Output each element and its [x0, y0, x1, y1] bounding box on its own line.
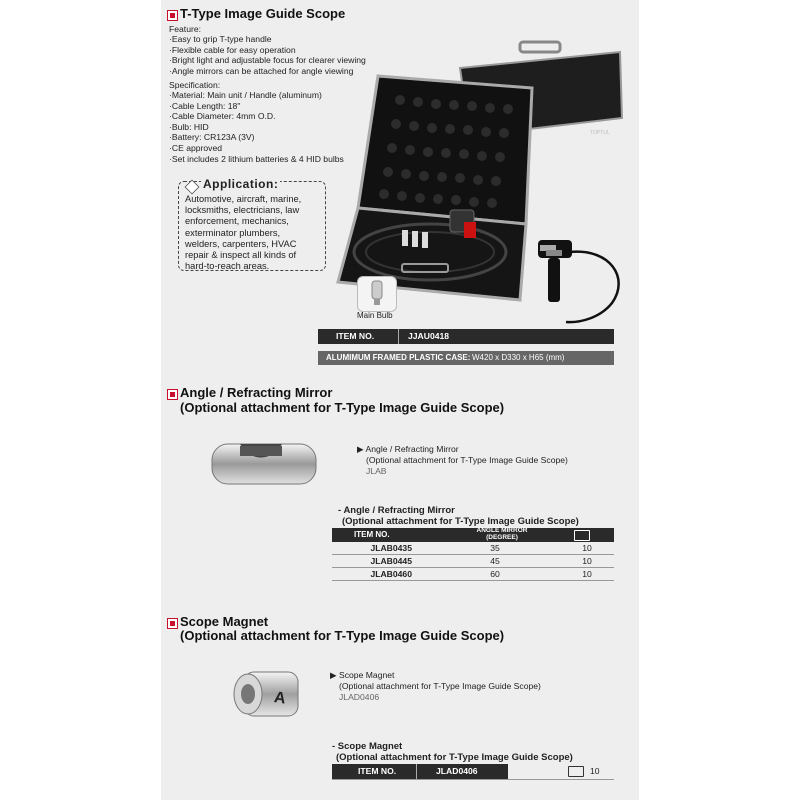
- section-marker-icon: [167, 389, 178, 400]
- mirror-table: [332, 542, 614, 581]
- spec-item: · Material: Main unit / Handle (aluminum): [169, 90, 344, 101]
- case-brand-logo: TOPTUL: [590, 130, 610, 136]
- row-qty: 10: [560, 568, 614, 581]
- mirror-table-header: [332, 528, 614, 542]
- mirror-desc-code: JLAB: [366, 466, 387, 476]
- spec-item: · Battery: CR123A (3V): [169, 132, 344, 143]
- play-arrow-icon: ▶: [357, 444, 364, 454]
- row-angle: 60: [430, 568, 560, 581]
- item-no-value: JJAU0418: [408, 331, 450, 341]
- magnet-section-title-2: (Optional attachment for T-Type Image Guide Scope): [180, 628, 505, 643]
- feature-item: · Angle mirrors can be attached for angle viewing: [169, 66, 366, 77]
- spec-item: · Bulb: HID: [169, 122, 344, 133]
- mirror-table-title-2: (Optional attachment for T-Type Image Guide Scope): [342, 516, 579, 527]
- mirror-table-title: [338, 505, 579, 527]
- table-row: [332, 542, 614, 555]
- magnet-item-row: [332, 764, 614, 780]
- item-no-label: ITEM NO.: [358, 766, 397, 776]
- box-qty-icon: [574, 530, 590, 541]
- magnet-desc: [330, 670, 541, 703]
- row-angle: 35: [430, 542, 560, 555]
- play-arrow-icon: ▶: [330, 670, 337, 680]
- table-row: [332, 555, 614, 568]
- mirror-section-title-1: Angle / Refracting Mirror: [180, 385, 333, 400]
- application-diamond-icon: [185, 180, 200, 195]
- main-bulb-image: [357, 276, 397, 312]
- main-bulb-label: Main Bulb: [357, 311, 393, 320]
- col-angle-line1: ANGLE MIRROR: [476, 527, 528, 534]
- section-marker-icon: [167, 618, 178, 629]
- row-qty: 10: [560, 542, 614, 555]
- spec-heading: Specification:: [169, 80, 221, 90]
- col-item-no: ITEM NO.: [354, 530, 390, 539]
- divider: [398, 329, 399, 344]
- row-qty: 10: [560, 555, 614, 568]
- magnet-desc-line1: Scope Magnet: [339, 670, 395, 680]
- spec-list: [169, 90, 344, 164]
- magnet-qty: 10: [590, 766, 600, 776]
- magnet-desc-code: JLAD0406: [339, 692, 380, 702]
- mirror-section-title-2: (Optional attachment for T-Type Image Guide Scope): [180, 400, 505, 415]
- application-box: [178, 177, 326, 272]
- application-line: locksmiths, electricians, law: [185, 205, 300, 216]
- application-text: [185, 194, 301, 272]
- magnet-section-title-1: Scope Magnet: [180, 614, 269, 629]
- application-line: enforcement, mechanics,: [185, 216, 289, 227]
- item-no-label: ITEM NO.: [336, 331, 375, 341]
- case-label: ALUMIMUM FRAMED PLASTIC CASE:: [326, 353, 471, 362]
- mirror-image: [210, 440, 320, 488]
- magnet-item-bar: [332, 764, 508, 779]
- application-line: welders, carpenters, HVAC: [185, 238, 297, 249]
- magnet-table-title: [332, 741, 573, 763]
- col-angle: [462, 528, 542, 541]
- feature-item: · Flexible cable for easy operation: [169, 45, 366, 56]
- feature-item: · Bright light and adjustable focus for clearer viewing: [169, 55, 366, 66]
- magnet-table-title-1: - Scope Magnet: [332, 741, 403, 752]
- magnet-desc-line2: (Optional attachment for T-Type Image Guide Scope): [339, 681, 541, 691]
- case-dims: W420 x D330 x H65 (mm): [472, 353, 565, 362]
- row-item: JLAB0435: [332, 542, 430, 555]
- feature-item: · Easy to grip T-type handle: [169, 34, 366, 45]
- application-title: Application:: [203, 177, 279, 191]
- section-marker-icon: [167, 10, 178, 21]
- spec-item: · Cable Diameter: 4mm O.D.: [169, 111, 344, 122]
- bulb-icon: [358, 277, 396, 311]
- application-line: hard-to-reach areas.: [185, 261, 270, 272]
- mirror-desc: [357, 444, 568, 477]
- row-item: JLAB0460: [332, 568, 430, 581]
- magnet-table-title-2: (Optional attachment for T-Type Image Guide Scope): [336, 752, 573, 763]
- row-item: JLAB0445: [332, 555, 430, 568]
- table-row: [332, 568, 614, 581]
- feature-heading: Feature:: [169, 24, 202, 34]
- box-qty-icon: [568, 766, 584, 777]
- application-line: Automotive, aircraft, marine,: [185, 194, 302, 204]
- case-info-bar: [318, 351, 614, 365]
- divider: [416, 764, 417, 779]
- item-no-value: JLAD0406: [436, 766, 478, 776]
- mirror-desc-line1: Angle / Refracting Mirror: [365, 444, 459, 454]
- svg-text:A: A: [272, 689, 287, 708]
- mirror-table-title-1: - Angle / Refracting Mirror: [338, 505, 455, 516]
- row-angle: 45: [430, 555, 560, 568]
- col-angle-line2: (DEGREE): [486, 533, 518, 541]
- mirror-desc-line2: (Optional attachment for T-Type Image Guide Scope): [366, 455, 568, 465]
- scope-item-bar: [318, 329, 614, 344]
- application-line: repair & inspect all kinds of: [185, 250, 297, 261]
- scope-section-title: T-Type Image Guide Scope: [180, 6, 346, 21]
- spec-item: · Cable Length: 18": [169, 101, 344, 112]
- spec-item: · Set includes 2 lithium batteries & 4 HID bulbs: [169, 154, 344, 165]
- spec-item: · CE approved: [169, 143, 344, 154]
- magnet-image: [230, 668, 302, 720]
- application-line: exterminator plumbers,: [185, 227, 281, 238]
